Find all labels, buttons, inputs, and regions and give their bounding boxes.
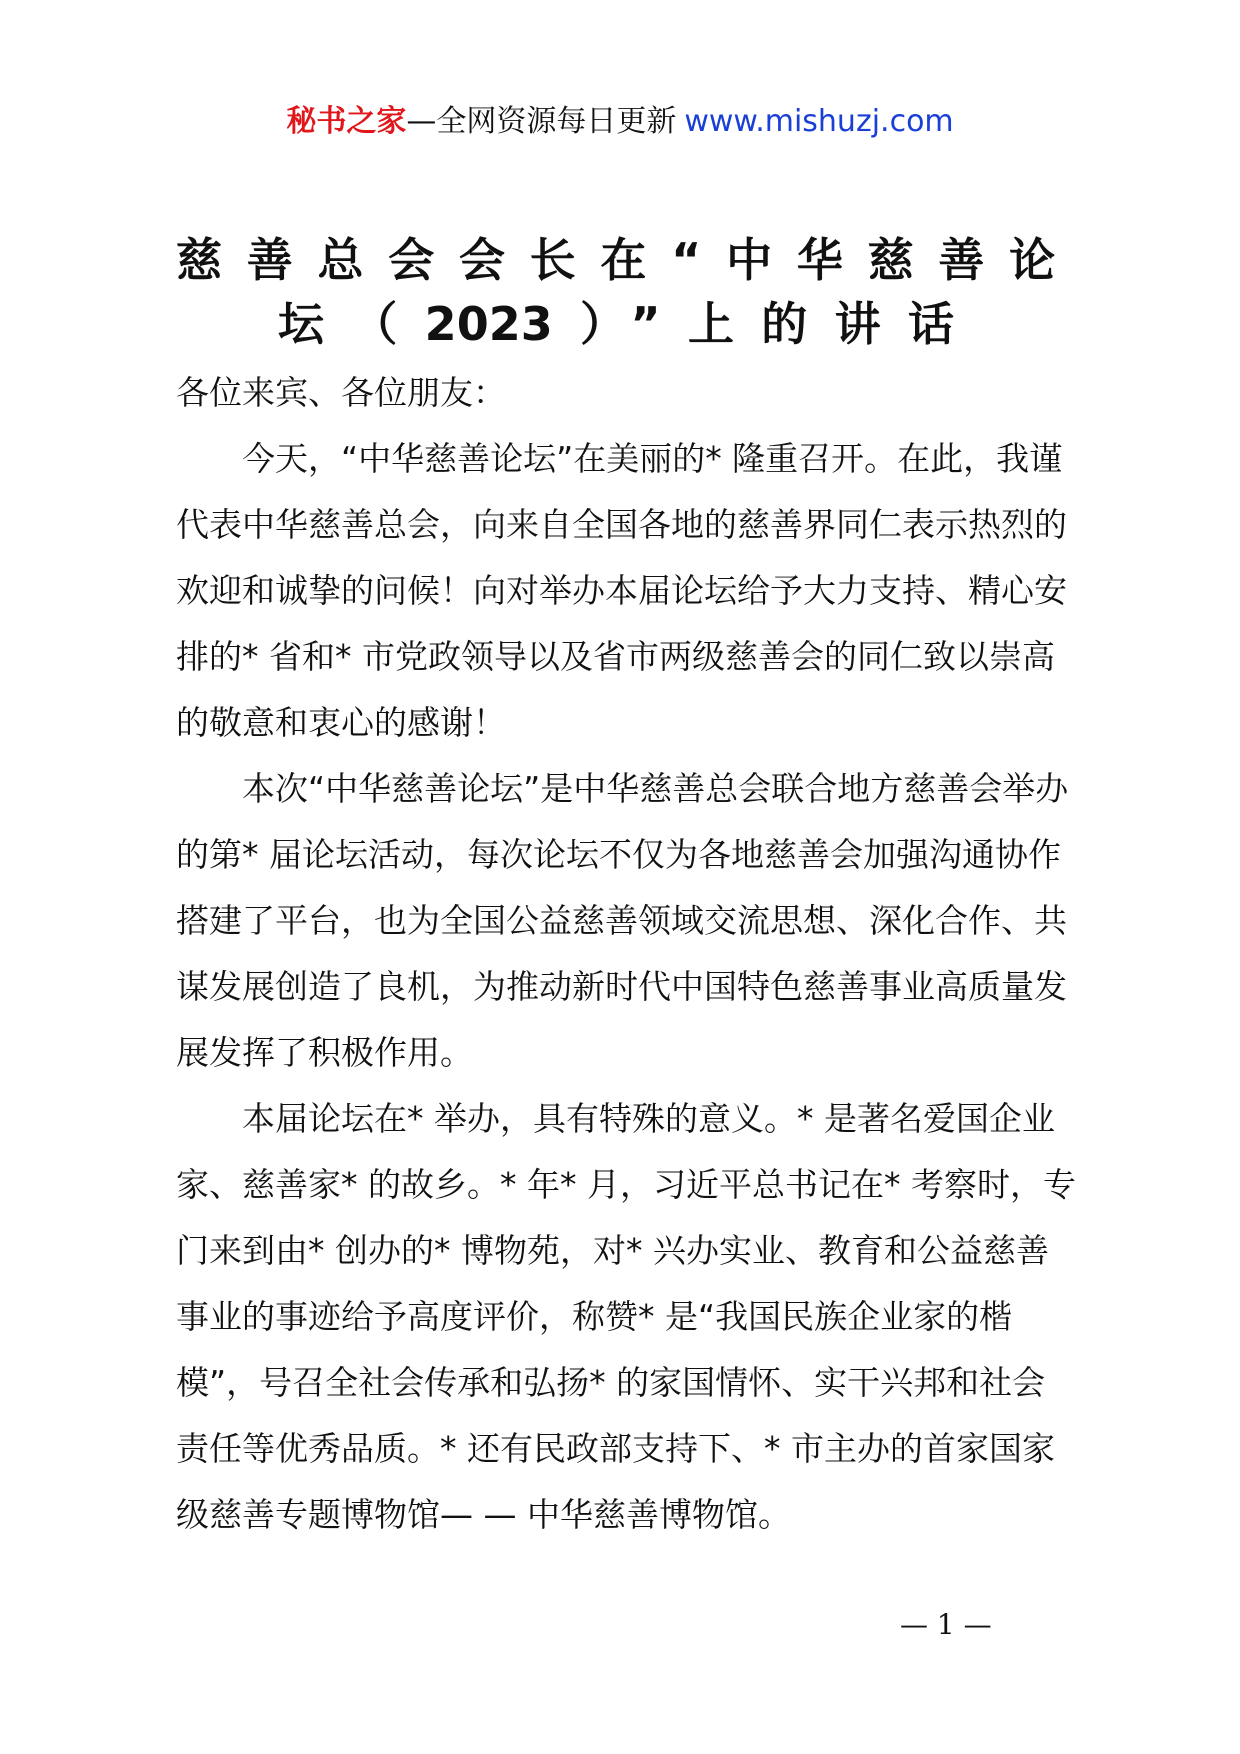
document-title [176,228,1056,356]
header-tagline: —全网资源每日更新 [406,104,677,139]
page-number: — 1 — [900,1608,992,1641]
paragraph-2: 本次“中华慈善论坛”是中华慈善总会联合地方慈善会举办的第* 届论坛活动，每次论坛不仅为各地慈善会加强沟通协作搭建了平台，也为全国公益慈善领域交流思想、深化合作、共谋发展创造了良机，为推动新时代中国特色慈善事业高质量发展发挥了积极作用。 [176,769,1069,1072]
title-line-1: 慈善总会会长在“中华慈善论 [176,233,1056,287]
salutation: 各位来宾、各位朋友： [176,373,506,412]
document-body [176,360,1076,1548]
site-header [0,102,1240,142]
brand-name: 秘书之家 [286,104,407,139]
site-url-link[interactable]: www.mishuzj.com [684,104,954,139]
title-line-2: 坛（2023）”上的讲话 [278,297,954,351]
paragraph-3: 本届论坛在* 举办，具有特殊的意义。* 是著名爱国企业家、慈善家* 的故乡。* 年* 月，习近平总书记在* 考察时，专门来到由* 创办的* 博物苑，对* 兴办实业、教育和公益慈善事业的事迹给予高度评价，称赞* 是“我国民族企业家的楷模”，号召全社会传承和弘扬* 的家国情怀、实干兴邦和社会责任等优秀品质。* 还有民政部支持下、* 市主办的首家国家级慈善专题博物馆— — 中华慈善博物馆。 [176,1099,1076,1534]
paragraph-1: 今天，“中华慈善论坛”在美丽的* 隆重召开。在此，我谨代表中华慈善总会，向来自全国各地的慈善界同仁表示热烈的欢迎和诚挚的问候！向对举办本届论坛给予大力支持、精心安排的* 省和* 市党政领导以及省市两级慈善会的同仁致以崇高的敬意和衷心的感谢！ [176,439,1067,742]
